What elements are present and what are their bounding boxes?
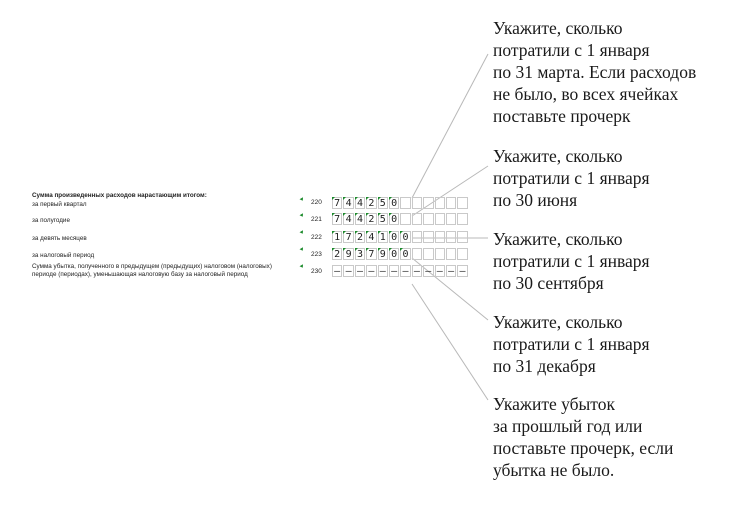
digit-cell[interactable] [412, 231, 422, 243]
digit-cell[interactable]: – [412, 265, 422, 277]
cell-mark-icon [355, 213, 358, 216]
annotation-line: не было, во всех ячейках [493, 84, 679, 104]
cell-mark-icon [332, 248, 335, 251]
digit-cell[interactable]: – [378, 265, 388, 277]
digit-cell[interactable]: 7 [343, 231, 353, 243]
digit-cell[interactable] [435, 197, 445, 209]
cell-mark-icon [355, 231, 358, 234]
cell-mark-icon [355, 197, 358, 200]
annotation-tax-period [493, 311, 650, 377]
digit-cell[interactable]: 2 [366, 197, 376, 209]
digit-cell[interactable]: – [389, 265, 399, 277]
digit-cell[interactable] [446, 213, 456, 225]
digit-cell[interactable]: 2 [366, 213, 376, 225]
annotation-quarter [493, 17, 696, 127]
digit-cell[interactable] [423, 231, 433, 243]
digit-cell[interactable] [457, 248, 467, 260]
digit-cell[interactable]: – [435, 265, 445, 277]
annotation-line: Укажите, сколько [493, 18, 623, 38]
cell-mark-icon [343, 197, 346, 200]
digit-cell[interactable] [435, 231, 445, 243]
cell-mark-icon [400, 231, 403, 234]
cell-mark-icon [343, 213, 346, 216]
digit-cell[interactable] [423, 213, 433, 225]
annotation-line: потратили с 1 января [493, 251, 650, 271]
cells-222 [332, 231, 469, 243]
digit-cell[interactable] [400, 213, 410, 225]
row-code-222: 222 [311, 234, 322, 241]
digit-cell[interactable]: 4 [343, 197, 353, 209]
cell-mark-icon [343, 248, 346, 251]
row-code-230: 230 [311, 268, 322, 275]
row-label-quarter: за первый квартал [32, 201, 87, 208]
loss-label-line1: Сумма убытка, полученного в предыдущем (предыдущих) налоговом (налоговых) [32, 263, 272, 270]
digit-cell[interactable]: – [446, 265, 456, 277]
digit-cell[interactable] [457, 197, 467, 209]
digit-cell[interactable] [457, 213, 467, 225]
digit-cell[interactable]: 7 [332, 213, 342, 225]
annotation-line: по 30 июня [493, 190, 578, 210]
annotation-line: поставьте прочерк, если [493, 438, 674, 458]
cells-221 [332, 213, 469, 225]
row-code-221: 221 [311, 216, 322, 223]
row-label-nine-months: за девять месяцев [32, 235, 87, 242]
cell-mark-icon [332, 213, 335, 216]
leader-line-1 [412, 54, 488, 198]
annotation-line: Укажите, сколько [493, 146, 623, 166]
digit-cell[interactable] [423, 248, 433, 260]
annotation-line: потратили с 1 января [493, 334, 650, 354]
digit-cell[interactable] [457, 231, 467, 243]
cell-mark-icon [400, 248, 403, 251]
annotation-line: убытка не было. [493, 460, 615, 480]
digit-cell[interactable]: – [355, 265, 365, 277]
cell-mark-icon [378, 248, 381, 251]
loss-label-line2: периоде (периодах), уменьшающая налоговую базу за налоговый период [32, 271, 248, 278]
annotation-line: Укажите, сколько [493, 312, 623, 332]
annotation-line: по 31 марта. Если расходов [493, 62, 697, 82]
annotation-half-year [493, 145, 650, 211]
digit-cell[interactable] [446, 197, 456, 209]
cells-223 [332, 248, 469, 260]
digit-cell[interactable] [446, 248, 456, 260]
digit-cell[interactable]: 0 [400, 248, 410, 260]
annotation-line: за прошлый год или [493, 416, 643, 436]
cells-220 [332, 197, 469, 209]
cell-mark-icon [389, 213, 392, 216]
digit-cell[interactable] [412, 213, 422, 225]
digit-cell[interactable]: 5 [378, 197, 388, 209]
digit-cell[interactable]: 4 [355, 213, 365, 225]
digit-cell[interactable]: 0 [389, 197, 399, 209]
row-label-half-year: за полугодие [32, 217, 70, 224]
digit-cell[interactable]: 0 [389, 213, 399, 225]
leader-line-5 [412, 284, 488, 400]
annotation-nine-months [493, 228, 650, 294]
digit-cell[interactable] [435, 248, 445, 260]
digit-cell[interactable] [423, 197, 433, 209]
cell-mark-icon [366, 197, 369, 200]
digit-cell[interactable] [400, 197, 410, 209]
digit-cell[interactable]: 7 [332, 197, 342, 209]
row-label-tax-period: за налоговый период [32, 252, 95, 259]
annotation-line: потратили с 1 января [493, 168, 650, 188]
annotation-line: Укажите убыток [493, 394, 615, 414]
digit-cell[interactable]: – [457, 265, 467, 277]
cells-230 [332, 265, 469, 277]
digit-cell[interactable] [446, 231, 456, 243]
cell-mark-icon [343, 231, 346, 234]
digit-cell[interactable]: 1 [378, 231, 388, 243]
digit-cell[interactable] [435, 213, 445, 225]
cell-mark-icon [366, 248, 369, 251]
cell-mark-icon [355, 248, 358, 251]
digit-cell[interactable]: 5 [378, 213, 388, 225]
digit-cell[interactable]: – [400, 265, 410, 277]
cell-mark-icon [332, 197, 335, 200]
cell-mark-icon [389, 248, 392, 251]
digit-cell[interactable]: 2 [332, 248, 342, 260]
digit-cell[interactable]: 3 [355, 248, 365, 260]
row-code-223: 223 [311, 251, 322, 258]
cell-mark-icon [378, 213, 381, 216]
digit-cell[interactable]: 4 [366, 231, 376, 243]
annotation-line: по 31 декабря [493, 356, 596, 376]
digit-cell[interactable]: – [423, 265, 433, 277]
digit-cell[interactable]: 7 [366, 248, 376, 260]
digit-cell[interactable]: 0 [389, 231, 399, 243]
cell-mark-icon [366, 231, 369, 234]
digit-cell[interactable]: 1 [332, 231, 342, 243]
digit-cell[interactable]: 4 [343, 213, 353, 225]
digit-cell[interactable] [412, 197, 422, 209]
digit-cell[interactable] [412, 248, 422, 260]
annotation-loss [493, 393, 673, 481]
digit-cell[interactable]: – [332, 265, 342, 277]
digit-cell[interactable]: 4 [355, 197, 365, 209]
digit-cell[interactable]: – [366, 265, 376, 277]
cell-mark-icon [389, 197, 392, 200]
annotation-line: потратили с 1 января [493, 40, 650, 60]
digit-cell[interactable]: – [343, 265, 353, 277]
digit-cell[interactable]: 9 [343, 248, 353, 260]
cell-mark-icon [378, 197, 381, 200]
digit-cell[interactable]: 2 [355, 231, 365, 243]
annotation-line: поставьте прочерк [493, 106, 631, 126]
cell-mark-icon [378, 231, 381, 234]
form-header: Сумма произведенных расходов нарастающим итогом: [32, 192, 207, 199]
annotation-line: Укажите, сколько [493, 229, 623, 249]
digit-cell[interactable]: 0 [400, 231, 410, 243]
row-code-220: 220 [311, 199, 322, 206]
digit-cell[interactable]: 0 [389, 248, 399, 260]
cell-mark-icon [332, 231, 335, 234]
cell-mark-icon [389, 231, 392, 234]
cell-mark-icon [366, 213, 369, 216]
digit-cell[interactable]: 9 [378, 248, 388, 260]
annotation-line: по 30 сентября [493, 273, 604, 293]
